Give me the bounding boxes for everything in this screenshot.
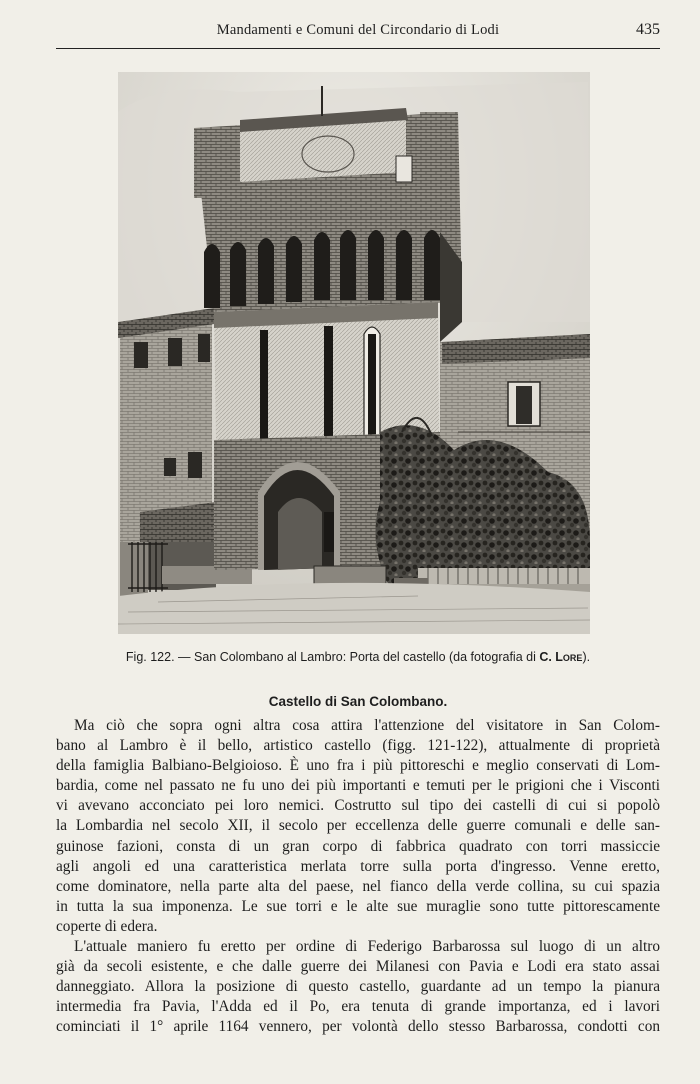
body-line: la Lombardia nel secolo XII, il secolo per eccellenza delle guerre comunali e delle san- — [56, 817, 660, 835]
body-line: già da secoli esistente, e che dalle guerre dei Milanesi con Pavia e Lodi era stato assai — [56, 958, 660, 976]
header-rule — [56, 48, 660, 49]
castle-gate-engraving-icon — [118, 72, 590, 634]
body-line: Ma ciò che sopra ogni altra cosa attira l'attenzione del visitatore in San Colom- — [74, 717, 660, 734]
page-number: 435 — [636, 21, 660, 38]
caption-suffix: ). — [582, 650, 591, 664]
caption-credit: C. Lore — [539, 650, 583, 664]
figure-castle-gate — [118, 72, 590, 634]
body-line: della famiglia Balbiano-Belgioioso. È uno fra i più pittoreschi e meglio conservati di Lom- — [56, 757, 660, 775]
body-line: in tutta la sua imponenza. Le sue torri e le alte sue muraglie sono tutte pittorescamente — [56, 897, 660, 915]
body-text — [56, 716, 660, 1038]
running-head — [56, 20, 660, 44]
body-line: cominciati il 1° aprile 1164 vennero, per volontà dello stesso Barbarossa, condotti con — [56, 1018, 660, 1036]
section-heading: Castello di San Colombano. — [268, 694, 448, 709]
body-line: guinose fazioni, consta di un gran corpo di fabbrica quadrato con torri massiccie — [56, 837, 660, 855]
caption-prefix: Fig. 122. — San Colombano al Lambro: Porta del castello (da fotografia di — [125, 650, 540, 664]
body-line: come dominatore, nella parte alta del paese, nel fianco della verde collina, su cui spazia — [56, 877, 660, 895]
body-line: bano al Lambro è il bello, artistico castello (figg. 121-122), attualmente di proprietà — [56, 737, 660, 755]
body-line: vi avevano acconciato pei loro nemici. Costrutto sul tipo dei castelli di cui si popolò — [56, 797, 660, 815]
body-line: agli angoli ed una caratteristica merlata torre sulla porta d'ingresso. Venne eretto, — [56, 857, 660, 875]
body-line: L'attuale maniero fu eretto per ordine di Federigo Barbarossa sul luogo di un altro — [74, 938, 660, 956]
figure-caption — [56, 650, 660, 664]
body-line: bardia, come nel passato ne fu uno dei più importanti e temuti per le prigioni che i Visconti — [56, 777, 660, 795]
body-line: coperte di edera. — [56, 917, 158, 935]
body-line: intermedia fra Pavia, l'Adda ed il Po, era tenuta di grande importanza, ed i lavori — [56, 998, 660, 1016]
running-title: Mandamenti e Comuni del Circondario di Lodi — [216, 22, 500, 38]
body-line: danneggiato. Allora la posizione di questo castello, guardante ad un tempo la pianura — [56, 978, 660, 996]
